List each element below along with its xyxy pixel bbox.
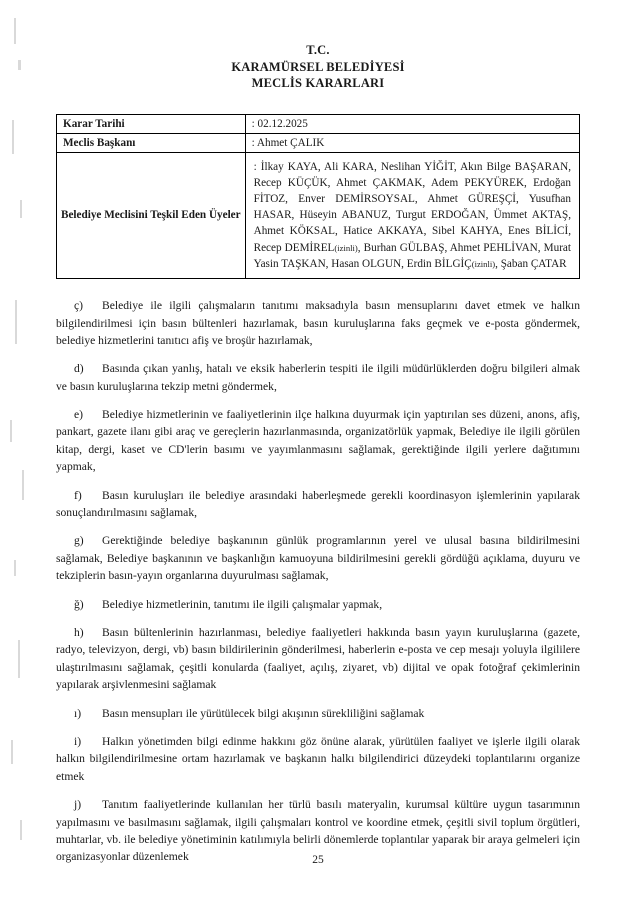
- table-row-council-chair: [57, 133, 580, 152]
- members-note-2: (izinli): [471, 258, 496, 269]
- paragraph-d: [56, 360, 580, 395]
- table-row-members: [57, 152, 580, 279]
- paragraph-marker: i): [74, 734, 82, 748]
- table-row-decision-date: [57, 114, 580, 133]
- value-council-chair: : Ahmet ÇALIK: [245, 133, 579, 152]
- paragraph-c: [56, 297, 580, 349]
- paragraph-marker: ı): [74, 706, 82, 720]
- paragraph-marker: h): [74, 626, 84, 639]
- members-part-3: , Şaban ÇATAR: [495, 257, 567, 270]
- value-decision-date: : 02.12.2025: [245, 114, 579, 133]
- paragraph-marker: ç): [74, 299, 84, 313]
- paragraph-marker: g): [74, 534, 84, 548]
- paragraph-text: Halkın yönetimden bilgi edinme hakkını göz önüne alarak, yürütülen faaliyet ve işlerle ilgili olarak halkın bilgilendirilmesine ortam hazırlamak ve başkanın halkı bilgilendirici düzeydeki toplantılarını organize etmek: [56, 734, 580, 783]
- paragraph-text: Belediye hizmetlerinin ve faaliyetlerinin ilçe halkına duyurmak için yaptırılan ses düzeni, anons, afiş, pankart, gazete ilanı gibi araç ve gereçlerin hazırlanmasında, organizatörlük yapmak, Belediye ile ilgili görülen kitap, dergi, kaset ve CD'lerin basımı ve yayımlanmasını sağlamak, gerektiğinde ilgili yerlere dağıtımını yapmak,: [56, 408, 580, 474]
- scan-artifacts: [8, 0, 30, 900]
- label-decision-date: Karar Tarihi: [57, 114, 246, 133]
- decision-info-table: [56, 114, 580, 280]
- label-council-members: Belediye Meclisini Teşkil Eden Üyeler: [57, 152, 246, 279]
- document-header: [56, 42, 580, 92]
- paragraph-g-breve: [56, 596, 580, 613]
- value-council-members: [245, 152, 579, 279]
- page-number: 25: [312, 854, 324, 866]
- paragraph-text: Basın bültenlerinin hazırlanması, belediye faaliyetleri hakkında basın yayın kuruluşlarına (gazete, radyo, televizyon, dergi, vb) basın bildirilerinin gönderilmesi, haberlerin e-posta ve cep mesajı yoluyla ilgililere ulaştırılmasını sağlamak, çeşitli konularda (faaliyet, açılış, ziyaret, vb) dijital ve opak fotoğraf çekimlerinin yapılarak arşivlenmesini sağlamak: [56, 626, 580, 692]
- paragraph-marker: ğ): [74, 597, 84, 611]
- paragraph-marker: j): [74, 798, 82, 812]
- paragraph-marker: f): [74, 488, 82, 502]
- label-council-chair: Meclis Başkanı: [57, 133, 246, 152]
- paragraph-text: Basın mensupları ile yürütülecek bilgi akışının sürekliliğini sağlamak: [102, 706, 425, 720]
- paragraph-e: [56, 406, 580, 476]
- members-note-1: (izinli): [334, 242, 358, 253]
- header-line-subtitle: MECLİS KARARLARI: [251, 76, 385, 90]
- members-part-2: , Burhan GÜLBAŞ, Ahmet PEHLİVAN, Murat Yasin TAŞKAN, Hasan OLGUN, Erdin BİLGİÇ: [253, 241, 571, 270]
- paragraph-g: [56, 532, 580, 584]
- paragraph-f: [56, 487, 580, 522]
- paragraph-text: Gerektiğinde belediye başkanının günlük programlarının yerel ve ulusal basına bildirilmesini sağlamak, Belediye başkanının ve başkanlığın kamuoyuna bildirilmesini gerekli gördüğü açıklama, duyuru ve tekziplerin basın-yayın organlarına duyurulması sağlamak,: [56, 534, 580, 583]
- paragraph-marker: e): [74, 408, 84, 422]
- header-line-municipality: KARAMÜRSEL BELEDİYESİ: [231, 59, 405, 74]
- members-part-1: : İlkay KAYA, Ali KARA, Neslihan YİĞİT, Akın Bilge BAŞARAN, Recep KÜÇÜK, Ahmet ÇAKMAK, Adem PEKYÜREK, Erdoğan FİTOZ, Enver DEMİRSOYSAL, Ahmet GÜREŞÇİ, Yusufhan HASAR, Hüseyin ABANUZ, Turgut ERDOĞAN, Ümmet AKTAŞ, Ahmet KÖKSAL, Hatice AKKAYA, Sibel KAHYA, Enes BİLİCİ, Recep DEMİREL: [253, 160, 571, 254]
- paragraph-dotless-i: [56, 705, 580, 722]
- paragraph-text: Belediye hizmetlerinin, tanıtımı ile ilgili çalışmalar yapmak,: [102, 597, 383, 611]
- paragraph-text: Tanıtım faaliyetlerinde kullanılan her türlü basılı materyalin, kurumsal kültüre uygun tasarımının yapılmasını ve basılmasını sağlamak, ilgili çalışmaları kontrol ve koordine etmek, çeşitli sivil toplum örgütleri, muhtarlar, vb. ile belediye yönetiminin katılımıyla belirli dönemlerde toplantılar yaparak bir araya gelmeleri için organizasyonlar düzenlemek: [56, 798, 580, 864]
- paragraph-marker: d): [74, 362, 84, 376]
- decision-body: [56, 297, 580, 866]
- paragraph-text: Belediye ile ilgili çalışmaların tanıtımı maksadıyla basın mensuplarını davet etmek ve halkın bilgilendirilmesi için basın bültenleri hazırlamak, basın kuruluşlarına faks geçmek ve e-posta göndermek, belediye hizmetlerini tanıtıcı afiş ve broşür hazırlamak,: [56, 299, 580, 347]
- header-line-tc: T.C.: [306, 43, 330, 57]
- paragraph-text: Basında çıkan yanlış, hatalı ve eksik haberlerin tespiti ile ilgili müdürlüklerden doğru bilgileri almak ve basın kuruluşlarına tekzip metni göndermek,: [56, 362, 580, 393]
- page-footer: [0, 854, 636, 866]
- paragraph-h: [56, 624, 580, 694]
- paragraph-text: Basın kuruluşları ile belediye arasındaki haberleşmede gerekli koordinasyon işlemlerinin yapılarak sonuçlandırılmasını sağlamak,: [56, 488, 580, 520]
- paragraph-i: [56, 733, 580, 785]
